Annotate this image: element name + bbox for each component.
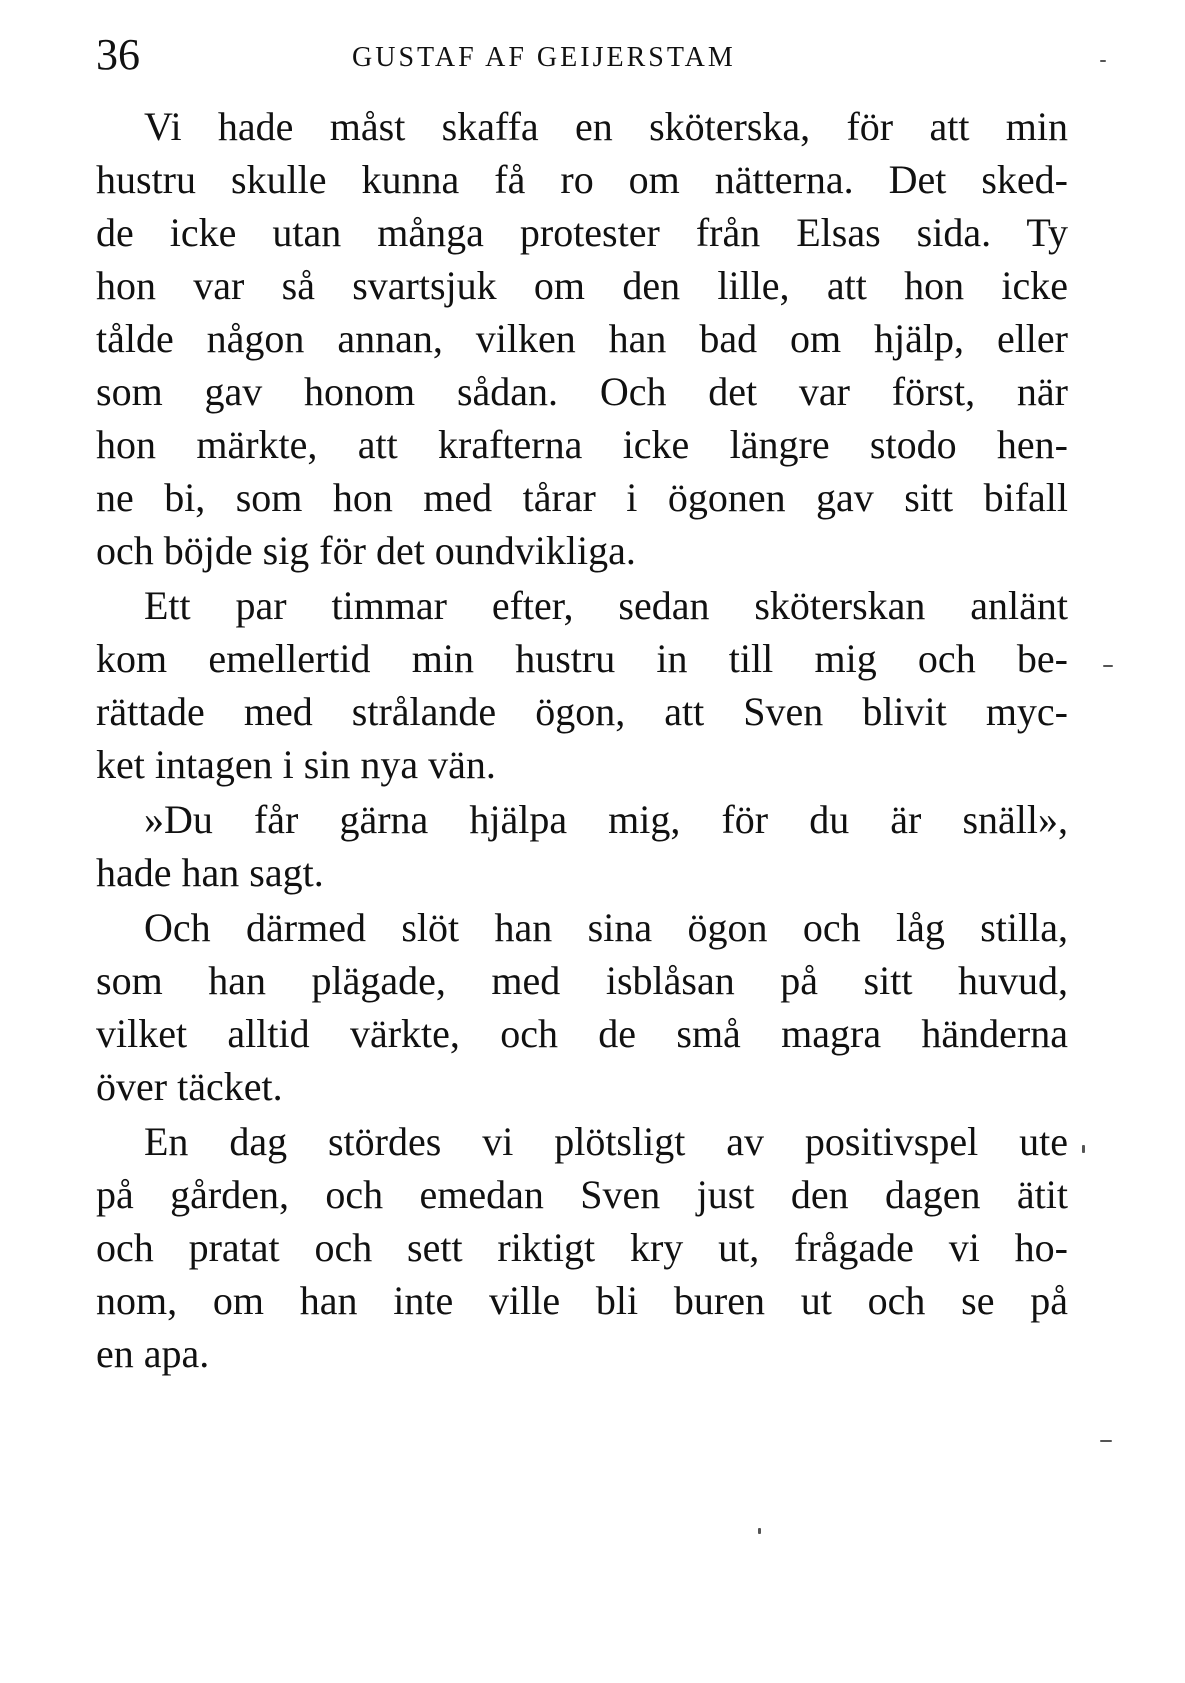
text-line: ket intagen i sin nya vän.	[96, 742, 496, 787]
scan-speck	[1100, 1440, 1112, 1442]
text-line: vilket alltid värkte, och de små magra händerna	[96, 1011, 1068, 1056]
text-line: en apa.	[96, 1331, 210, 1376]
scan-speck	[1100, 60, 1106, 62]
text-line: och pratat och sett riktigt kry ut, frågade vi ho-	[96, 1225, 1068, 1270]
text-line: Vi hade måst skaffa en sköterska, för att min	[144, 104, 1068, 149]
paragraph	[96, 100, 1068, 577]
page-number: 36	[96, 30, 140, 79]
paragraph	[96, 793, 1068, 899]
scan-speck	[1082, 1145, 1085, 1153]
text-line: de icke utan många protester från Elsas sida. Ty	[96, 210, 1068, 255]
text-line: tålde någon annan, vilken han bad om hjälp, eller	[96, 316, 1068, 361]
running-title-author: GUSTAF AF GEIJERSTAM	[352, 42, 736, 73]
running-head	[96, 30, 1056, 80]
text-line: hustru skulle kunna få ro om nätterna. Det sked-	[96, 157, 1068, 202]
text-line: hade han sagt.	[96, 850, 324, 895]
text-line: »Du får gärna hjälpa mig, för du är snäll»,	[144, 797, 1068, 842]
text-line: ne bi, som hon med tårar i ögonen gav sitt bifall	[96, 475, 1068, 520]
text-line: Ett par timmar efter, sedan sköterskan anlänt	[144, 583, 1068, 628]
text-line: kom emellertid min hustru in till mig och be-	[96, 636, 1068, 681]
text-line: som gav honom sådan. Och det var först, när	[96, 369, 1068, 414]
text-line: som han plägade, med isblåsan på sitt huvud,	[96, 958, 1068, 1003]
scan-speck	[758, 1528, 761, 1534]
paragraph	[96, 579, 1068, 791]
text-line: rättade med strålande ögon, att Sven blivit myc-	[96, 689, 1068, 734]
text-line: hon var så svartsjuk om den lille, att hon icke	[96, 263, 1068, 308]
text-line: En dag stördes vi plötsligt av positivspel ute	[144, 1119, 1068, 1164]
text-body	[96, 100, 1068, 1382]
text-line: och böjde sig för det oundvikliga.	[96, 528, 636, 573]
paragraph	[96, 901, 1068, 1113]
paragraph	[96, 1115, 1068, 1380]
text-line: hon märkte, att krafterna icke längre stodo hen-	[96, 422, 1068, 467]
text-line: nom, om han inte ville bli buren ut och se på	[96, 1278, 1068, 1323]
scan-speck	[1103, 665, 1113, 667]
text-line: Och därmed slöt han sina ögon och låg stilla,	[144, 905, 1068, 950]
text-line: över täcket.	[96, 1064, 283, 1109]
text-line: på gården, och emedan Sven just den dagen ätit	[96, 1172, 1068, 1217]
